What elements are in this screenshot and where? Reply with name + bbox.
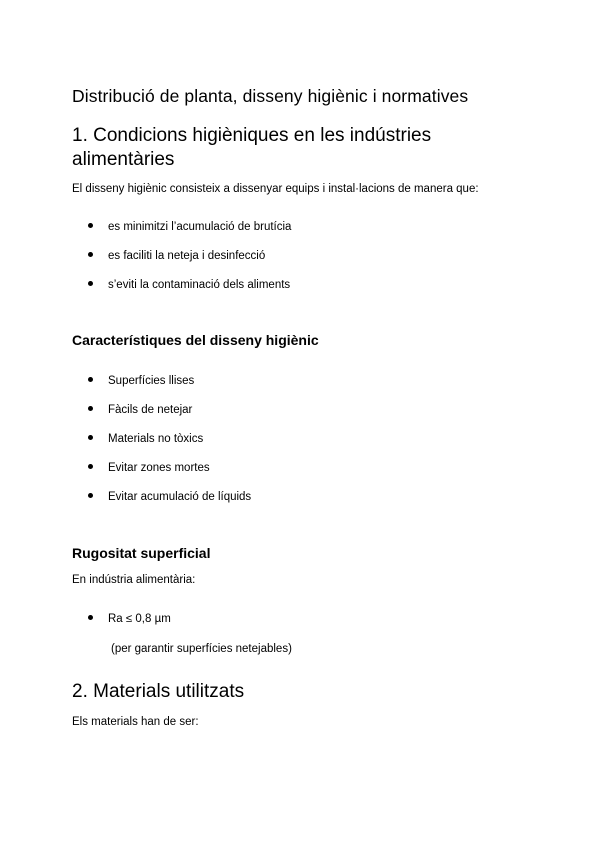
bullet-icon	[88, 615, 93, 620]
list-item: Evitar zones mortes	[88, 462, 210, 474]
roughness-note: (per garantir superfícies netejables)	[111, 643, 292, 655]
list-item: Fàcils de netejar	[88, 404, 192, 416]
section-1-intro: El disseny higiènic consisteix a dissenyar equips i instal·lacions de manera que:	[72, 183, 479, 195]
list-item: s’eviti la contaminació dels aliments	[88, 279, 290, 291]
bullet-icon	[88, 223, 93, 228]
section-2-intro: Els materials han de ser:	[72, 716, 199, 728]
document-title: Distribució de planta, disseny higiènic i normatives	[72, 86, 469, 106]
list-item: Superfícies llises	[88, 375, 194, 387]
section-1-heading: 1. Condicions higièniques en les indústries alimentàries	[72, 125, 432, 170]
list-item: es minimitzi l’acumulació de brutícia	[88, 221, 291, 233]
section-2-heading: 2. Materials utilitzats	[72, 681, 245, 702]
roughness-heading: Rugositat superficial	[72, 545, 211, 561]
bullet-icon	[88, 435, 93, 440]
bullet-icon	[88, 281, 93, 286]
list-item: es faciliti la neteja i desinfecció	[88, 250, 265, 262]
bullet-icon	[88, 406, 93, 411]
bullet-icon	[88, 464, 93, 469]
characteristics-heading: Característiques del disseny higiènic	[72, 332, 319, 348]
bullet-icon	[88, 493, 93, 498]
list-item: Evitar acumulació de líquids	[88, 491, 251, 503]
bullet-icon	[88, 377, 93, 382]
list-item: Ra ≤ 0,8 µm	[88, 613, 171, 625]
bullet-icon	[88, 252, 93, 257]
list-item: Materials no tòxics	[88, 433, 203, 445]
roughness-intro: En indústria alimentària:	[72, 574, 196, 586]
